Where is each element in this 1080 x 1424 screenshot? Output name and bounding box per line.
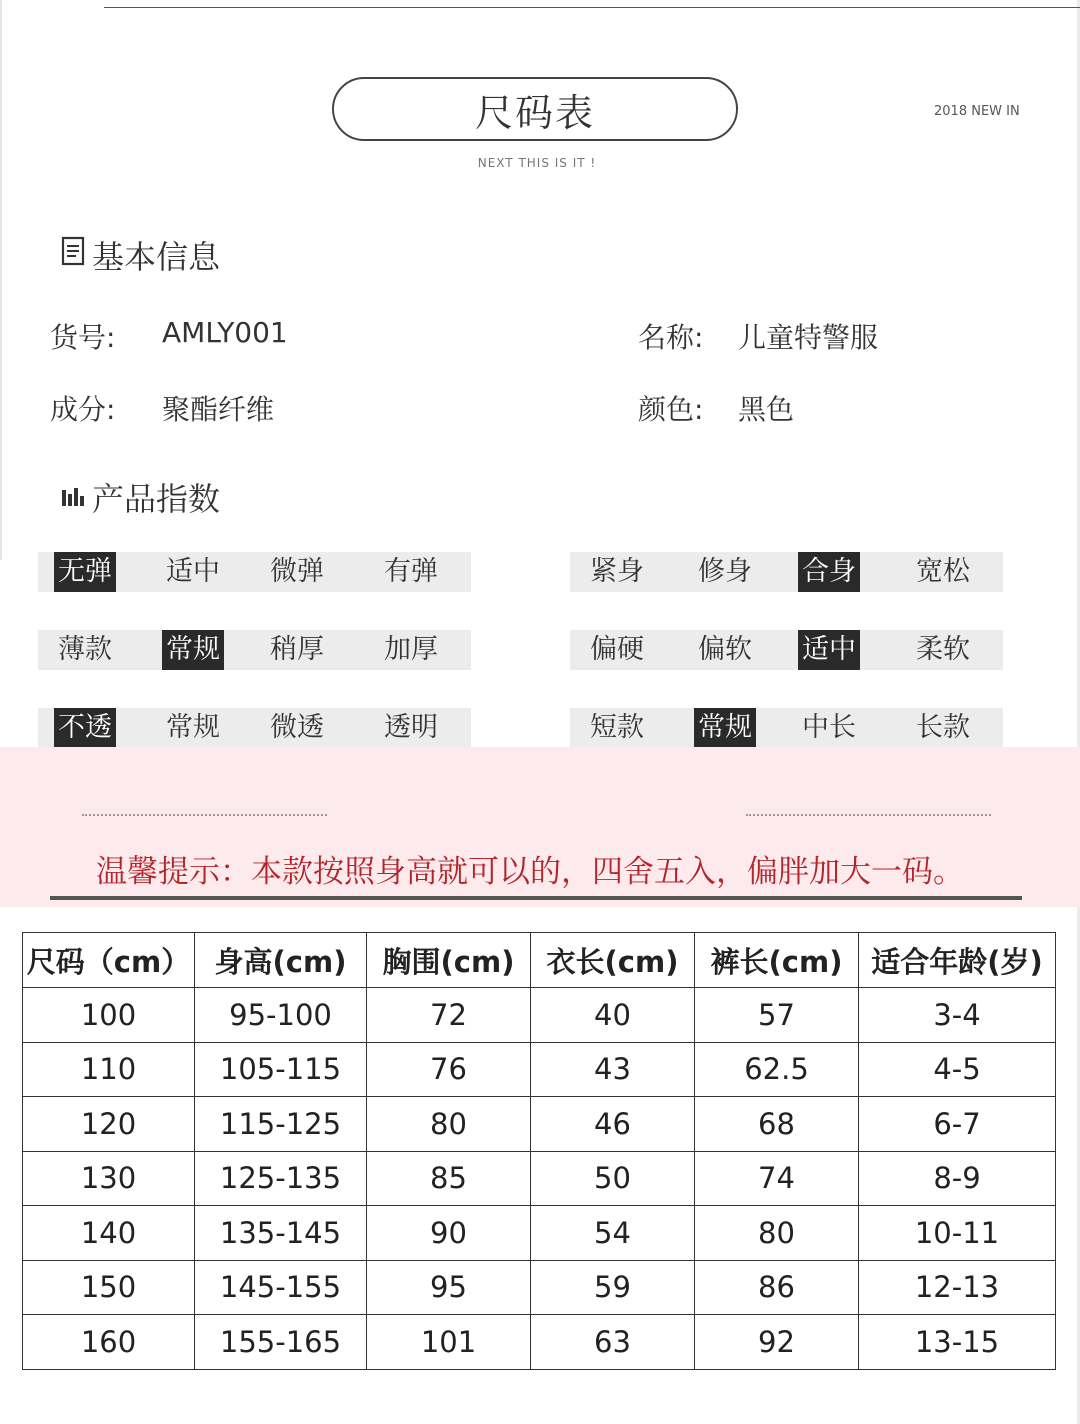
index-option: 适中: [166, 556, 220, 587]
index-option-selected: 合身: [798, 552, 860, 592]
basic-info-heading: [60, 232, 220, 278]
table-cell: 80: [367, 1097, 531, 1152]
header-age: 适合年龄(岁): [859, 933, 1056, 988]
table-cell: 8-9: [859, 1151, 1056, 1206]
left-edge: [0, 0, 2, 560]
table-cell: 95: [367, 1260, 531, 1315]
index-option: 常规: [166, 712, 220, 743]
table-cell: 13-15: [859, 1315, 1056, 1370]
table-row: [23, 988, 1056, 1043]
index-option: 微透: [270, 712, 324, 743]
bar-chart-icon: [60, 478, 86, 516]
dotted-divider-right: [746, 814, 991, 816]
table-cell: 12-13: [859, 1260, 1056, 1315]
table-cell: 130: [23, 1151, 195, 1206]
header-size: 尺码（cm）: [23, 933, 195, 988]
index-option: 偏软: [698, 634, 752, 665]
page-title-text: 尺码表: [474, 90, 595, 135]
table-cell: 62.5: [695, 1042, 859, 1097]
index-option: 中长: [802, 712, 856, 743]
index-strip: [38, 708, 471, 748]
header-height: 身高(cm): [195, 933, 367, 988]
table-cell: 92: [695, 1315, 859, 1370]
header-pants-length: 裤长(cm): [695, 933, 859, 988]
table-cell: 135-145: [195, 1206, 367, 1261]
header-chest: 胸围(cm): [367, 933, 531, 988]
material-value: 聚酯纤维: [162, 393, 275, 426]
table-row: [23, 1097, 1056, 1152]
name-value: 儿童特警服: [738, 321, 879, 354]
table-header-row: [23, 933, 1056, 988]
index-option: 微弹: [270, 556, 324, 587]
top-divider: [104, 7, 1080, 8]
table-cell: 6-7: [859, 1097, 1056, 1152]
document-icon: [60, 236, 86, 274]
name-label: 名称:: [638, 321, 704, 354]
table-cell: 160: [23, 1315, 195, 1370]
table-cell: 40: [531, 988, 695, 1043]
color-label: 颜色:: [638, 393, 704, 426]
index-strip: [570, 552, 1003, 592]
table-cell: 57: [695, 988, 859, 1043]
index-strip: [570, 708, 1003, 748]
index-option-selected: 适中: [798, 630, 860, 670]
table-cell: 43: [531, 1042, 695, 1097]
table-row: [23, 1206, 1056, 1261]
table-cell: 105-115: [195, 1042, 367, 1097]
product-index-heading-text: 产品指数: [92, 480, 221, 518]
index-strip: [38, 552, 471, 592]
size-table: [22, 932, 1056, 1370]
table-top-bar: [50, 896, 1022, 900]
index-option: 宽松: [916, 556, 970, 587]
table-row: [23, 1260, 1056, 1315]
index-strip: [38, 630, 471, 670]
header-top-length: 衣长(cm): [531, 933, 695, 988]
color-value: 黑色: [738, 393, 795, 426]
table-cell: 46: [531, 1097, 695, 1152]
table-cell: 90: [367, 1206, 531, 1261]
table-cell: 4-5: [859, 1042, 1056, 1097]
index-option: 偏硬: [590, 634, 644, 665]
table-cell: 85: [367, 1151, 531, 1206]
index-option-selected: 常规: [694, 708, 756, 748]
table-cell: 100: [23, 988, 195, 1043]
table-cell: 54: [531, 1206, 695, 1261]
table-cell: 125-135: [195, 1151, 367, 1206]
index-option: 柔软: [916, 634, 970, 665]
code-label: 货号:: [50, 321, 116, 354]
table-cell: 120: [23, 1097, 195, 1152]
index-strip: [570, 630, 1003, 670]
table-cell: 68: [695, 1097, 859, 1152]
table-cell: 155-165: [195, 1315, 367, 1370]
table-row: [23, 1151, 1056, 1206]
table-cell: 80: [695, 1206, 859, 1261]
table-cell: 115-125: [195, 1097, 367, 1152]
table-row: [23, 1042, 1056, 1097]
code-value: AMLY001: [162, 316, 288, 349]
table-cell: 76: [367, 1042, 531, 1097]
page-subtitle: NEXT THIS IS IT !: [477, 156, 597, 170]
index-option: 薄款: [58, 634, 112, 665]
table-cell: 3-4: [859, 988, 1056, 1043]
table-cell: 10-11: [859, 1206, 1056, 1261]
table-cell: 140: [23, 1206, 195, 1261]
table-cell: 145-155: [195, 1260, 367, 1315]
table-cell: 86: [695, 1260, 859, 1315]
material-label: 成分:: [50, 393, 116, 426]
index-option: 修身: [698, 556, 752, 587]
product-index-heading: [60, 474, 220, 520]
table-cell: 72: [367, 988, 531, 1043]
index-option: 加厚: [384, 634, 438, 665]
index-option-selected: 无弹: [54, 552, 116, 592]
table-row: [23, 1315, 1056, 1370]
table-cell: 150: [23, 1260, 195, 1315]
table-cell: 50: [531, 1151, 695, 1206]
table-cell: 110: [23, 1042, 195, 1097]
table-cell: 59: [531, 1260, 695, 1315]
table-cell: 95-100: [195, 988, 367, 1043]
index-option: 紧身: [590, 556, 644, 587]
index-option-selected: 不透: [54, 708, 116, 748]
new-in-tag: 2018 NEW IN: [934, 104, 1020, 119]
table-cell: 63: [531, 1315, 695, 1370]
tip-text: 温馨提示：本款按照身高就可以的，四舍五入，偏胖加大一码。: [96, 854, 964, 890]
table-cell: 101: [367, 1315, 531, 1370]
table-cell: 74: [695, 1151, 859, 1206]
index-option-selected: 常规: [162, 630, 224, 670]
index-option: 短款: [590, 712, 644, 743]
dotted-divider-left: [82, 814, 327, 816]
index-option: 透明: [384, 712, 438, 743]
index-option: 稍厚: [270, 634, 324, 665]
basic-info-heading-text: 基本信息: [92, 238, 221, 276]
index-option: 长款: [916, 712, 970, 743]
page-title: [332, 77, 738, 141]
index-option: 有弹: [384, 556, 438, 587]
